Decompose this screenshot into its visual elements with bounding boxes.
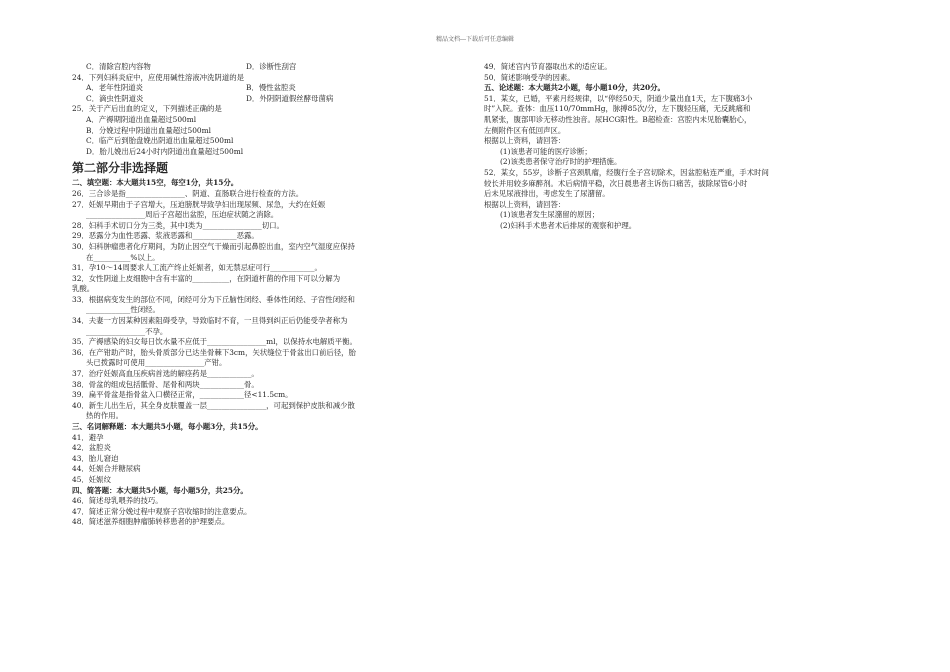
right-column bbox=[484, 62, 824, 232]
question-continuation: 热的作用。 bbox=[86, 411, 123, 421]
question-line: 41．避孕 bbox=[72, 432, 104, 442]
question-continuation: B．分娩过程中阴道出血量超过500ml bbox=[86, 125, 211, 135]
question-line: 30．妇科肿瘤患者化疗期间，为防止因空气干燥而引起鼻腔出血，室内空气湿度应保持 bbox=[72, 241, 355, 251]
question-line: 45．妊娠纹 bbox=[72, 474, 111, 484]
question-line: 50．简述影响受孕的因素。 bbox=[484, 72, 575, 82]
question-continuation: A．产褥期阴道出血量超过500ml bbox=[86, 114, 197, 124]
question-line: 49．简述宫内节育器取出术的适应证。 bbox=[484, 62, 612, 71]
question-continuation: 头已拨露时可使用________________产钳。 bbox=[86, 358, 227, 368]
question-line: 根据以上资料，请回答： bbox=[484, 199, 566, 209]
section-heading: 五、论述题：本大题共2小题，每小题10分，共20分。 bbox=[484, 83, 665, 93]
question-line: 37．治疗妊娠高血压疾病首选的解痉药是____________。 bbox=[72, 369, 259, 379]
page-header: 精品文档---下载后可任意编辑 bbox=[435, 36, 515, 43]
question-line: 25．关于产后出血的定义，下列描述正确的是 bbox=[72, 104, 222, 114]
option-text: A．老年性阴道炎 bbox=[86, 83, 144, 93]
question-line: 34．夫妻一方因某种因素阻碍受孕，导致临时不育，一旦得到纠正后仍能受孕者称为 bbox=[72, 316, 348, 326]
question-line: 乳酸。 bbox=[72, 284, 95, 294]
question-line: 42．盆腔炎 bbox=[72, 443, 111, 453]
question-line: 43．胎儿窘迫 bbox=[72, 453, 119, 463]
question-line: 肌紧张，腹部叩诊无移动性浊音。尿HCG阳性。B超检查：宫腔内未见胎囊胎心， bbox=[484, 114, 752, 124]
question-line: 46．简述母乳喂养的技巧。 bbox=[72, 496, 163, 506]
question-line: 时”入院。查体：血压110/70mmHg，脉搏85次/分，左下腹轻压痛，无反跳痛和 bbox=[484, 104, 751, 114]
question-line: 48．简述滋养细胞肿瘤肺转移患者的护理要点。 bbox=[72, 517, 230, 527]
question-line: 31．孕10～14周要求人工流产终止妊娠者，如无禁忌症可行____________。 bbox=[72, 263, 322, 273]
question-line: 左侧附件区有低回声区。 bbox=[484, 125, 566, 135]
question-line: 28．妇科手术切口分为三类，其中Ⅰ类为________________切口。 bbox=[72, 220, 284, 230]
question-line: 后未见尿液排出，考虑发生了尿潴留。 bbox=[484, 189, 610, 199]
question-continuation: 在__________%以上。 bbox=[86, 252, 160, 262]
question-line: 52．某女，55岁，诊断子宫颈肌瘤，经腹行全子宫切除术，因盆腔粘连严重，手术时间 bbox=[484, 167, 769, 177]
option-text: C．清除宫腔内容物 bbox=[86, 62, 151, 71]
question-continuation: C．临产后到胎盘娩出阴道出血量超过500ml bbox=[86, 136, 234, 146]
question-line: 36．在产钳助产时，胎头骨质部分已达坐骨棘下3cm，矢状缝位于骨盆出口前后径，胎 bbox=[72, 347, 356, 357]
question-line: 35．产褥感染的妇女每日饮水量不应低于________________ml，以保持水电解质平衡。 bbox=[72, 337, 357, 347]
option-row bbox=[72, 94, 420, 105]
question-line: 26．三合诊是指________________、阴道、直肠联合进行检查的方法。 bbox=[72, 188, 304, 198]
sub-question: (1)该患者可能的医疗诊断； bbox=[500, 146, 592, 156]
question-line: 较长并用较多麻醉剂。术后病情平稳，次日晨患者主诉伤口痛苦，拔除尿管6小时 bbox=[484, 178, 748, 188]
question-continuation: ____________性闭经。 bbox=[86, 305, 160, 315]
option-row bbox=[72, 62, 420, 73]
question-line: 44．妊娠合并糖尿病 bbox=[72, 464, 141, 474]
section-heading: 二、填空题：本大题共15空，每空1分，共15分。 bbox=[72, 178, 239, 188]
question-line: 38．骨盆的组成包括骶骨、尾骨和两块____________骨。 bbox=[72, 379, 259, 389]
question-continuation: ________________周后子宫超出盆腔，压迫症状随之消除。 bbox=[86, 210, 279, 220]
sub-question: (2)妇科手术患者术后排尿的观察和护理。 bbox=[500, 220, 637, 230]
part-title: 第二部分非选择题 bbox=[72, 161, 169, 176]
sub-question: (1)该患者发生尿潴留的原因； bbox=[500, 210, 600, 220]
section-heading: 三、名词解释题：本大题共5小题，每小题3分，共15分。 bbox=[72, 422, 263, 431]
question-line: 47．简述正常分娩过程中观察子宫收缩时的注意要点。 bbox=[72, 506, 252, 516]
sub-question: (2)该类患者保守治疗时的护理措施。 bbox=[500, 157, 622, 167]
option-text: C．滴虫性阴道炎 bbox=[86, 93, 144, 103]
option-text: D．外阴阴道假丝酵母菌病 bbox=[246, 93, 334, 103]
question-line: 32．女性阴道上皮细胞中含有丰富的__________，在阴道杆菌的作用下可以分解为 bbox=[72, 273, 341, 283]
question-line: 51．某女，已婚，平素月经规律，以“停经50天，阴道少量出血1天，左下腹痛3小 bbox=[484, 93, 753, 103]
question-line: 33．根据病变发生的部位不同，闭经可分为下丘脑性闭经、垂体性闭经、子宫性闭经和 bbox=[72, 294, 355, 304]
question-line: 40．新生儿出生后，其全身皮肤覆盖一层________________，可起到保护皮肤和减少散 bbox=[72, 400, 355, 410]
question-continuation: D．胎儿娩出后24小时内阴道出血量超过500ml bbox=[86, 146, 244, 156]
question-line: 27．妊娠早期由于子宫增大，压迫膀胱导致孕妇出现尿频、尿急，大约在妊娠 bbox=[72, 199, 326, 209]
section-heading: 四、简答题：本大题共5小题，每小题5分，共25分。 bbox=[72, 485, 248, 495]
question-line: 根据以上资料，请回答： bbox=[484, 136, 566, 146]
left-column bbox=[72, 62, 420, 528]
question-line: 24．下列妇科炎症中，应使用碱性溶液冲洗阴道的是 bbox=[72, 72, 245, 82]
question-line: 29．恶露分为血性恶露、浆液恶露和____________恶露。 bbox=[72, 231, 259, 241]
question-line: 39．扁平骨盆是指骨盆入口横径正常，____________径<11.5cm。 bbox=[72, 390, 293, 400]
option-row bbox=[72, 83, 420, 94]
question-continuation: ________________不孕。 bbox=[86, 326, 168, 336]
option-text: D．诊断性刮宫 bbox=[246, 62, 297, 71]
option-text: B．慢性盆腔炎 bbox=[246, 83, 296, 93]
